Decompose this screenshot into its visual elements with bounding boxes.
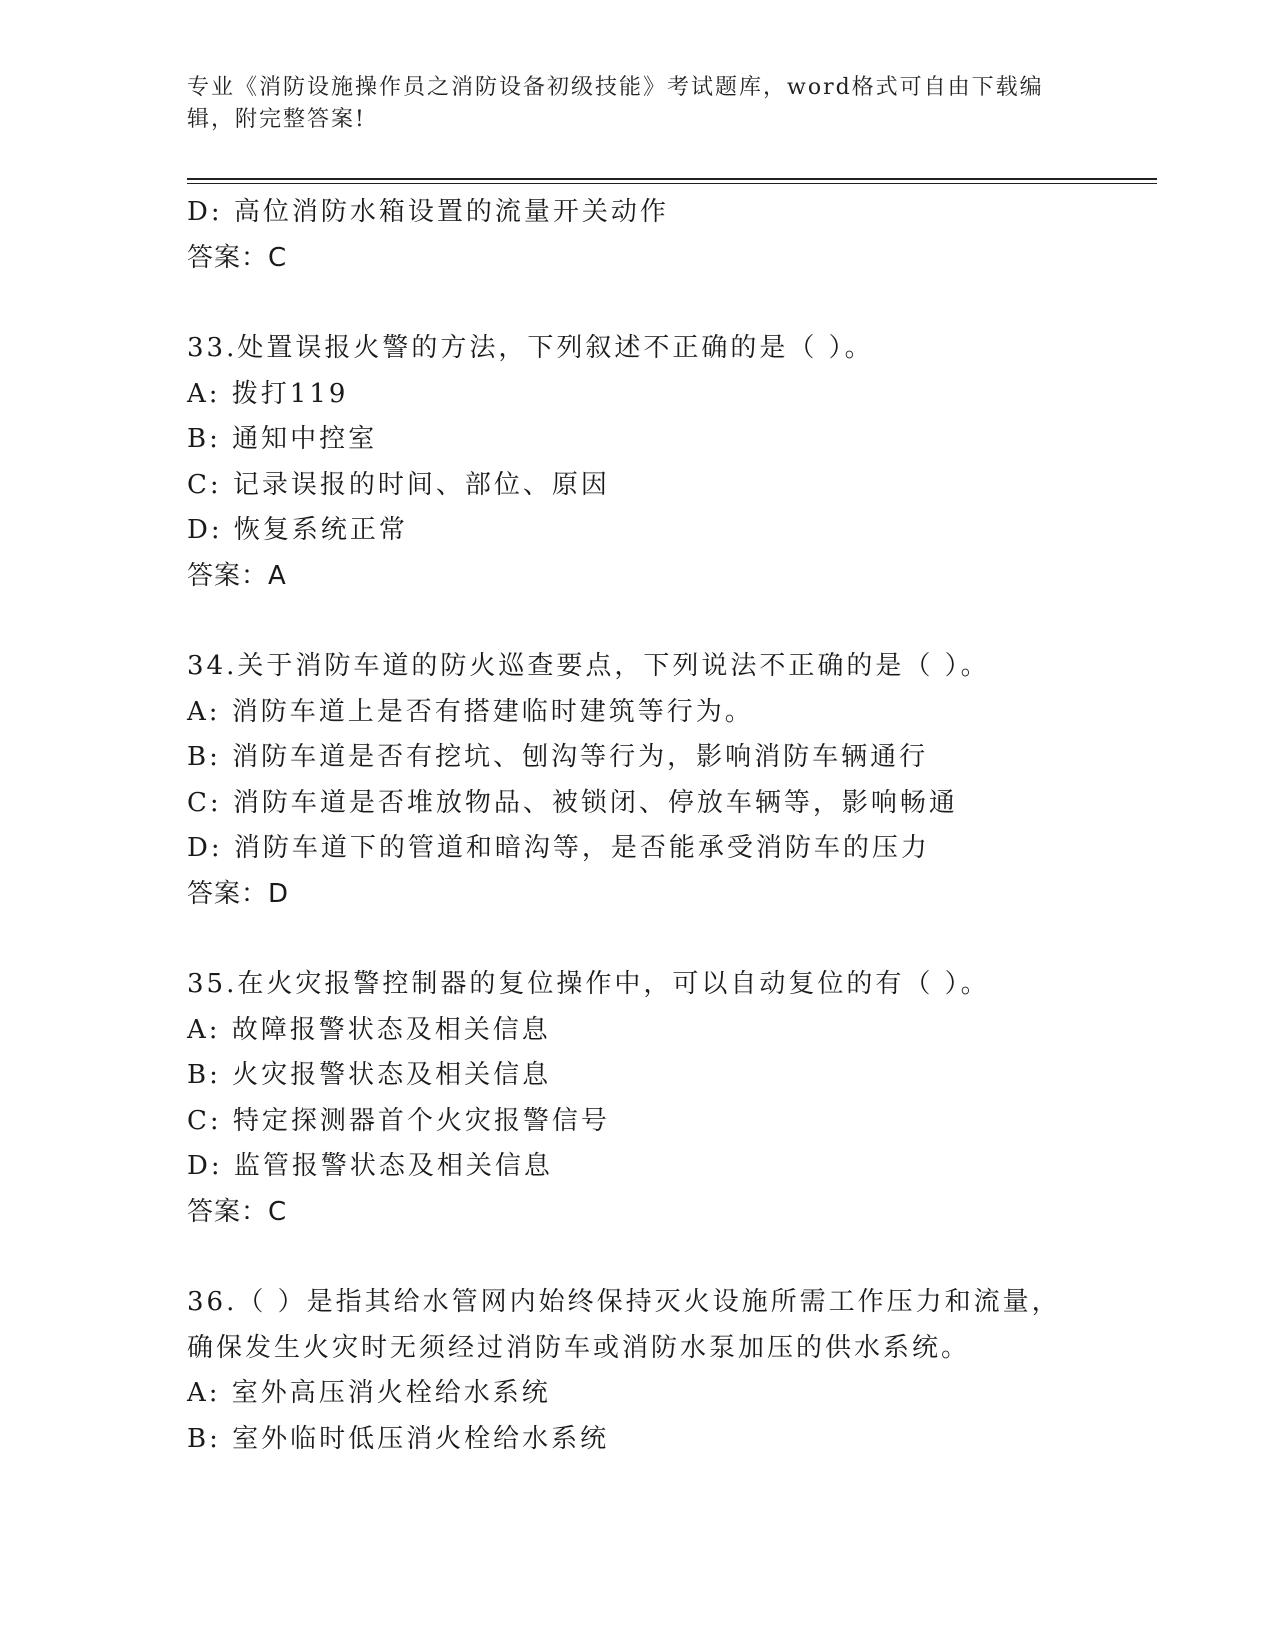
option-a: A: 拨打119	[187, 378, 349, 409]
option-b: B: 室外临时低压消火栓给水系统	[187, 1423, 610, 1454]
option-b: B: 通知中控室	[187, 424, 378, 454]
option-a: A: 室外高压消火栓给水系统	[187, 1378, 551, 1408]
question-stem: 34.关于消防车道的防火巡查要点，下列说法不正确的是（ ）。	[187, 651, 990, 681]
answer-line: 答案：D	[187, 878, 290, 909]
option-c: C: 特定探测器首个火灾报警信号	[187, 1105, 610, 1136]
answer-line: 答案：A	[187, 560, 287, 591]
spacer	[187, 599, 1087, 644]
option-b: B: 火灾报警状态及相关信息	[187, 1060, 552, 1090]
option-b: B: 消防车道是否有挖坑、刨沟等行为，影响消防车辆通行	[187, 742, 929, 772]
option-d: D: 消防车道下的管道和暗沟等，是否能承受消防车的压力	[187, 833, 930, 863]
option-c: C: 消防车道是否堆放物品、被锁闭、停放车辆等，影响畅通	[187, 787, 958, 818]
question-35	[187, 962, 1087, 1235]
question-33	[187, 326, 1087, 599]
option-a: A: 故障报警状态及相关信息	[187, 1014, 551, 1045]
header-line-1: 专业《消防设施操作员之消防设备初级技能》考试题库，word格式可自由下载编	[187, 75, 1044, 100]
spacer	[187, 917, 1087, 962]
spacer	[187, 1235, 1087, 1280]
option-d: D: 监管报警状态及相关信息	[187, 1151, 553, 1181]
option-d: D: 高位消防水箱设置的流量开关动作	[187, 197, 669, 227]
question-stem-line-1: 36.（ ）是指其给水管网内始终保持灭火设施所需工作压力和流量，	[187, 1287, 1061, 1317]
option-d: D: 恢复系统正常	[187, 515, 408, 545]
question-stem: 33.处置误报火警的方法，下列叙述不正确的是（ ）。	[187, 333, 874, 363]
option-a: A: 消防车道上是否有搭建临时建筑等行为。	[187, 696, 754, 727]
question-stem: 35.在火灾报警控制器的复位操作中，可以自动复位的有（ ）。	[187, 969, 990, 999]
prev-question-tail	[187, 190, 1087, 281]
header-divider-thick	[187, 178, 1157, 180]
header-divider-thin	[187, 183, 1157, 184]
question-34	[187, 644, 1087, 917]
page-header	[187, 72, 1067, 136]
spacer	[187, 281, 1087, 326]
answer-line: 答案：C	[187, 1196, 288, 1227]
question-list	[187, 190, 1087, 1462]
question-36	[187, 1280, 1087, 1462]
option-c: C: 记录误报的时间、部位、原因	[187, 469, 610, 500]
question-stem-line-2: 确保发生火灾时无须经过消防车或消防水泵加压的供水系统。	[187, 1332, 971, 1363]
answer-line: 答案：C	[187, 242, 288, 273]
header-line-2: 辑，附完整答案!	[187, 107, 366, 132]
